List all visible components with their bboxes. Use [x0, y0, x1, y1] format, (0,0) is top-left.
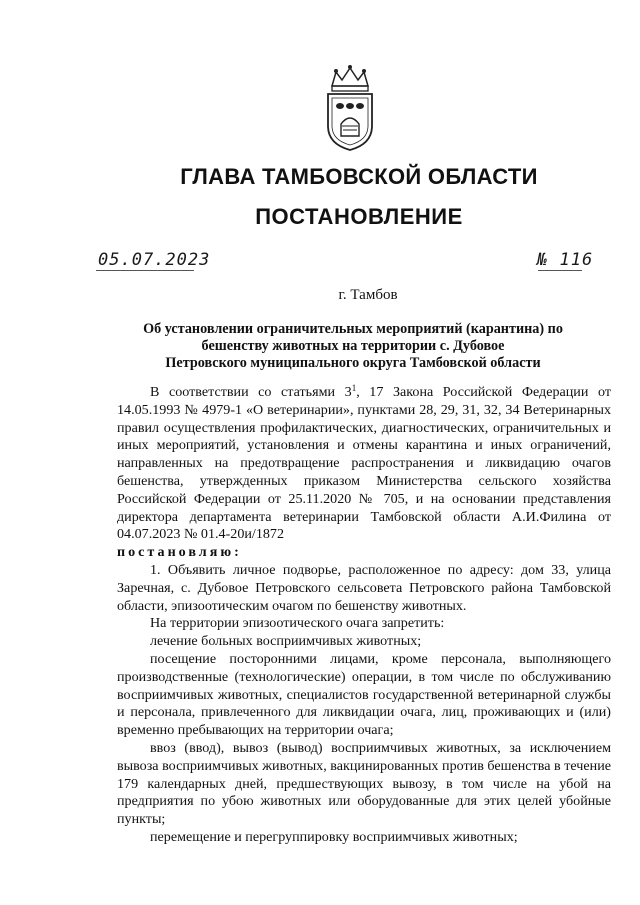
document-type-heading: ПОСТАНОВЛЕНИЕ — [255, 204, 463, 229]
title-line: Петровского муниципального округа Тамбовской области — [165, 355, 541, 371]
document-number: № 116 — [537, 250, 594, 270]
document-body — [117, 384, 611, 847]
document-date: 05.07.2023 — [98, 250, 211, 270]
prohibition-item: перемещение и перегруппировку восприимчивых животных; — [150, 828, 518, 845]
prohibition-item: ввоз (ввод), вывоз (вывод) восприимчивых животных, за исключением вывоза восприимчивых животных, вакцинированных против бешенства в течение 179 календарных дней, предшествующих вывозу, в том числе на убой на предприятия по убою животных или оборудованные для этих целей убойные пункты; — [117, 739, 611, 828]
authority-heading: ГЛАВА ТАМБОВСКОЙ ОБЛАСТИ — [180, 164, 538, 189]
prohibition-item: посещение посторонними лицами, кроме персонала, выполняющего производственные (технологические) операции, в том числе по обслуживанию восприимчивых животных, специалистов государственной ветеринарной службы и персонала, привлеченного для ликвидации очага, лиц, проживающих и (или) временно пребывающих на территории очага; — [117, 650, 611, 739]
preamble-superscript: 1 — [351, 383, 357, 393]
title-line: бешенству животных на территории с. Дубовое — [201, 338, 505, 354]
preamble-paragraph — [117, 384, 611, 544]
prohibition-intro: На территории эпизоотического очага запретить: — [150, 615, 445, 632]
number-underline — [538, 270, 582, 271]
preamble-text-start: В соответствии со статьями 3 — [150, 384, 352, 400]
city-line: г. Тамбов — [338, 287, 398, 303]
preamble-text-end: , 17 Закона Российской Федерации от 14.05.1993 № 4979-1 «О ветеринарии», пунктами 28, 29, 31, 32, 34 Ветеринарных правил осуществления профилактических, диагностических, ограничительных и иных мероприятий, установления и отмены карантина и иных ограничений, направленных на предотвращение распространения и ликвидацию очагов бешенства, утвержденных приказом Министерства сельского хозяйства Российской Федерации от 25.11.2020 № 705, и на основании представления директора департамента ветеринарии Тамбовской области А.И.Филина от 04.07.2023 № 01.4-20и/1872 — [117, 384, 611, 543]
document-title — [128, 321, 578, 372]
prohibition-item: лечение больных восприимчивых животных; — [150, 633, 422, 650]
decree-word: постановляю: — [117, 544, 242, 561]
coat-of-arms-icon — [322, 64, 378, 154]
item-1-paragraph: 1. Объявить личное подворье, расположенное по адресу: дом 33, улица Заречная, с. Дубовое Петровского сельсовета Петровского района Тамбовской области, эпизоотическим очагом по бешенству животных. — [117, 561, 611, 614]
date-underline — [96, 270, 194, 271]
title-line: Об установлении ограничительных мероприятий (карантина) по — [143, 321, 563, 337]
